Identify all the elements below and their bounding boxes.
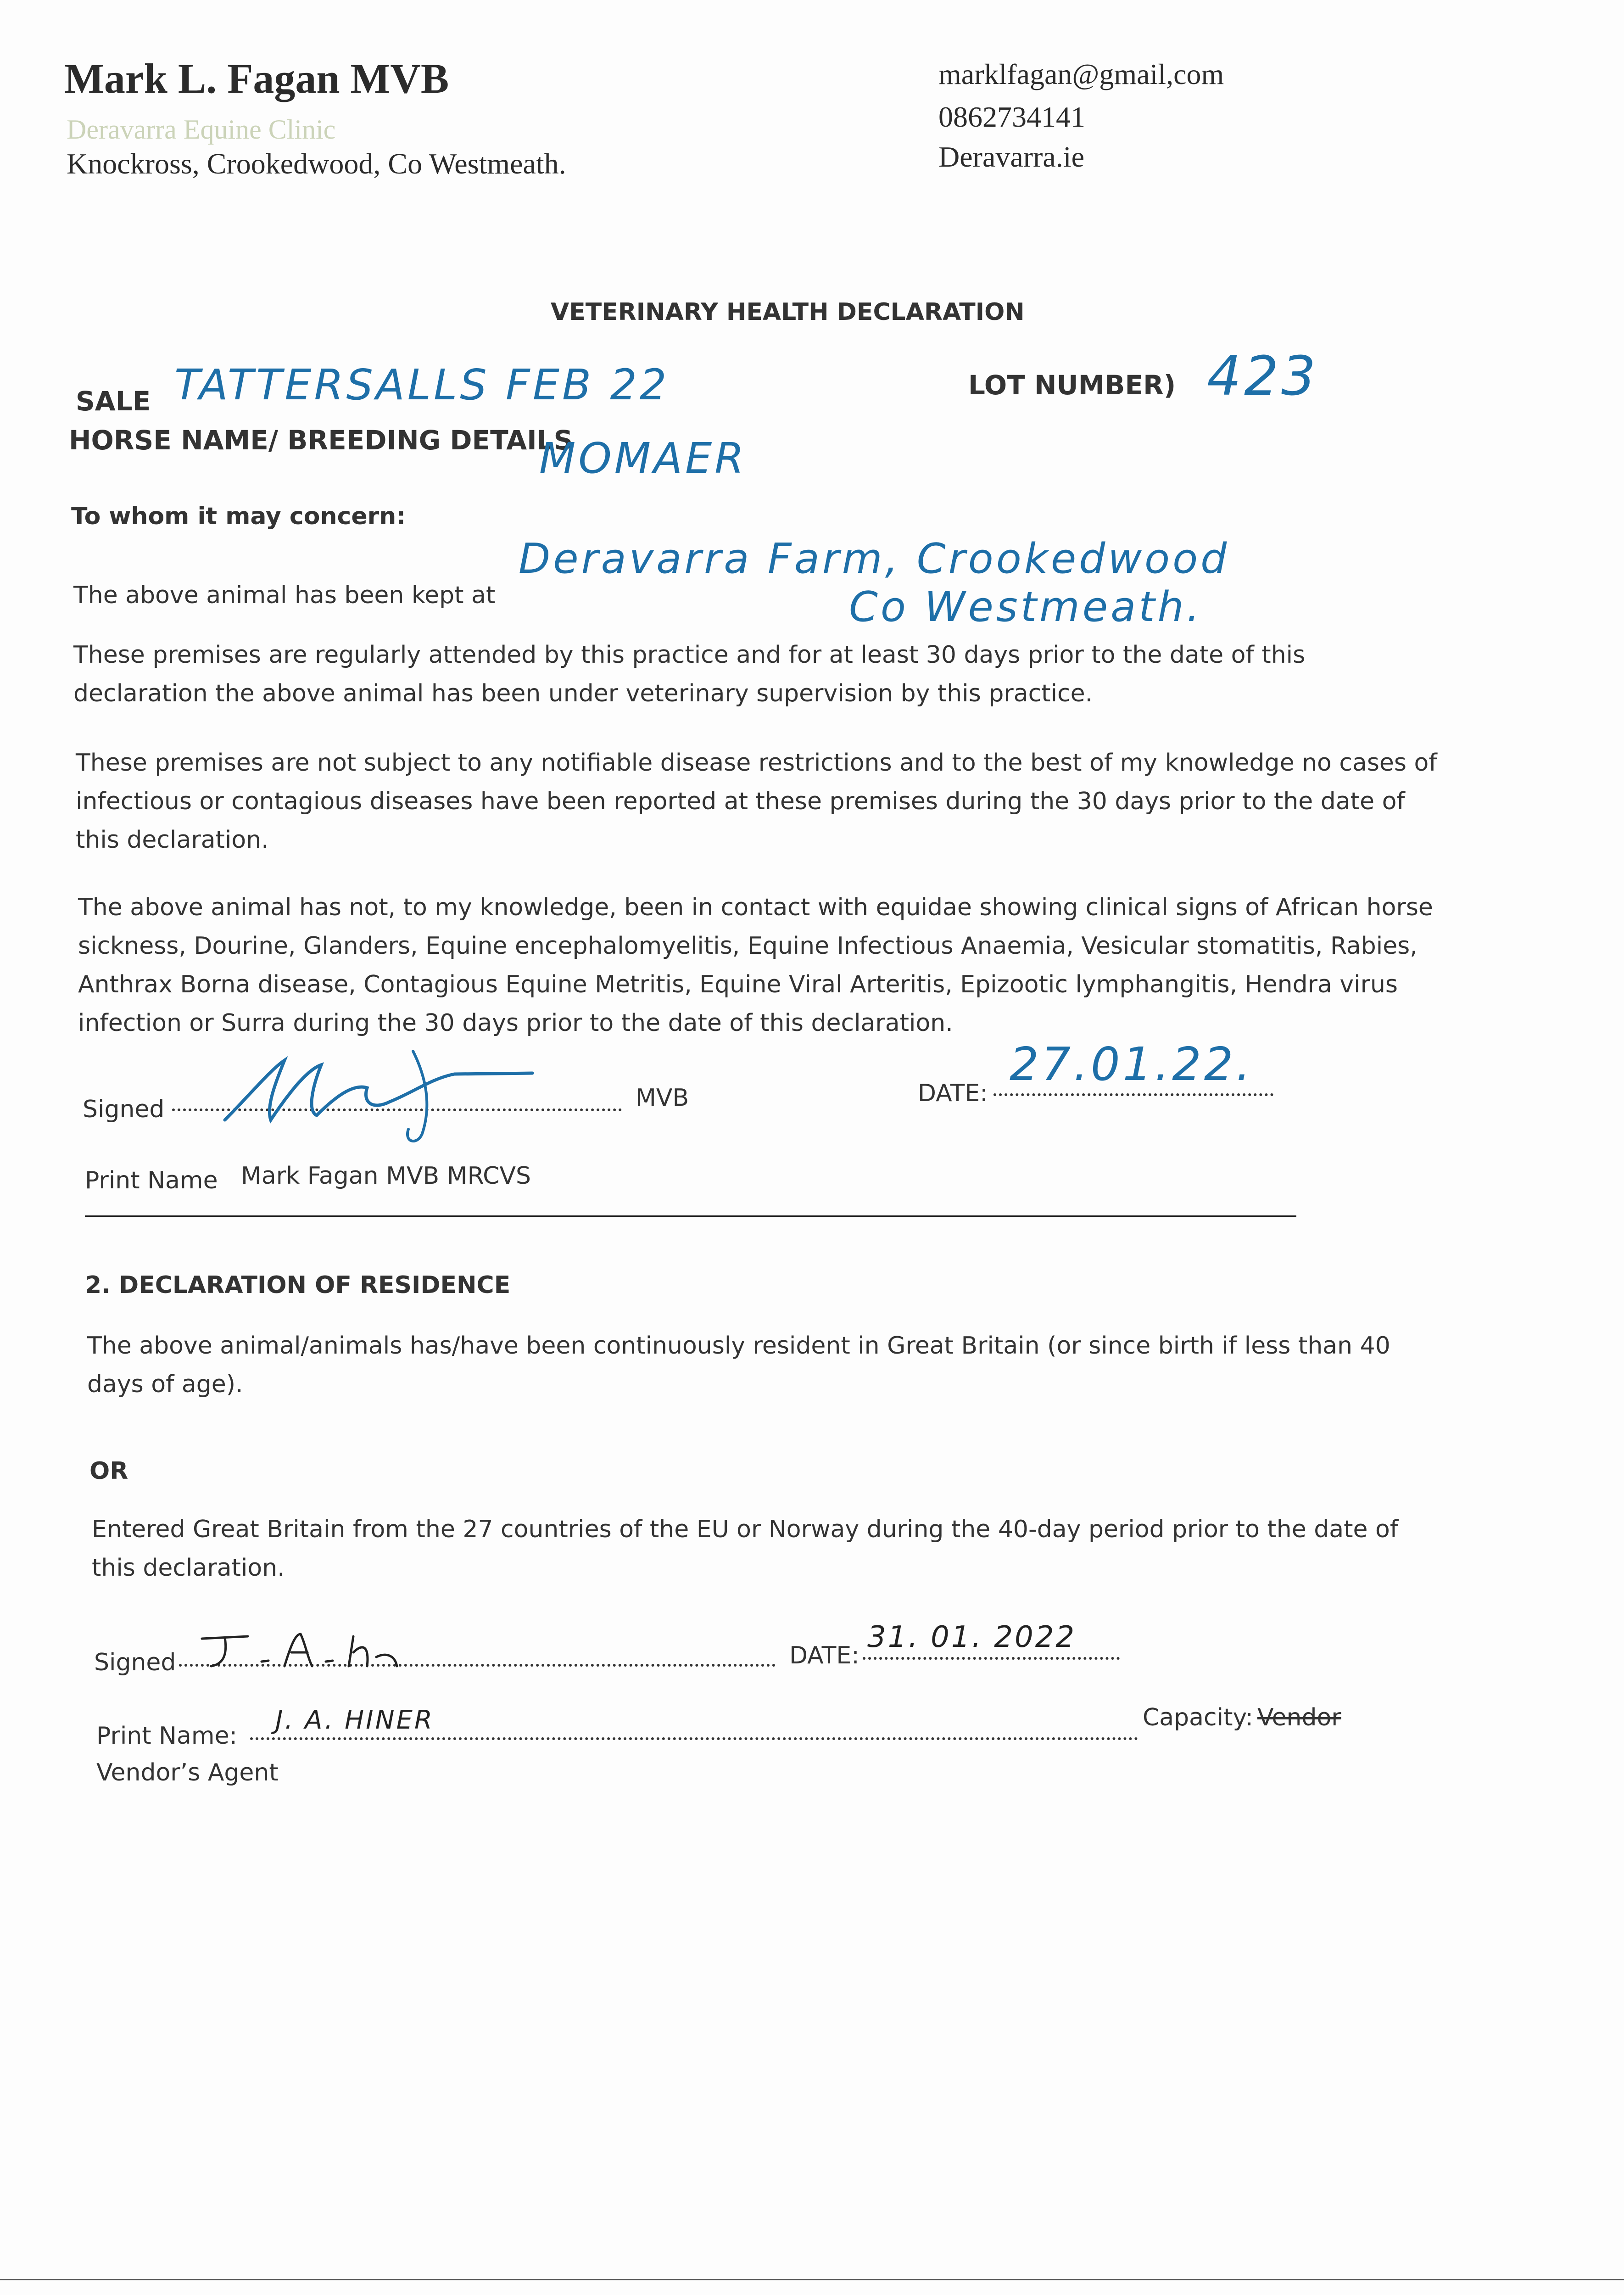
vet-suffix: MVB: [636, 1084, 689, 1112]
contact-phone: 0862734141: [938, 101, 1085, 133]
vet-date-label: DATE:: [918, 1080, 988, 1107]
vet-print-value: Mark Fagan MVB MRCVS: [241, 1162, 531, 1190]
sale-value: TATTERSALLS FEB 22: [174, 360, 670, 409]
sale-label: SALE: [76, 386, 151, 417]
capacity-value: Vendor’s Agent: [96, 1759, 279, 1786]
bottom-edge-line: [0, 2279, 1624, 2280]
document-title: VETERINARY HEALTH DECLARATION: [551, 298, 1025, 326]
section2-or: OR: [89, 1457, 128, 1485]
paragraph-supervision: These premises are regularly attended by this practice and for at least 30 days prior to the date of this declaration the above animal has been under veterinary supervision by this practice.: [73, 641, 1306, 707]
vet-signed-label: Signed: [83, 1096, 165, 1123]
section2-heading: 2. DECLARATION OF RESIDENCE: [85, 1271, 511, 1299]
paragraph-diseases: The above animal has not, to my knowledge, been in contact with equidae showing clinical signs of African horse sickness, Dourine, Glanders, Equine encephalomyelitis, Equine Infectious Anaemia, Vesicular stomatitis, Rabies, Anthrax Borna disease, Contagious Equine Metritis, Equine Viral Arteritis, Epizootic lymphangitis, Hendra virus infection or Surra during the 30 days prior to the date of this declaration.: [78, 894, 1433, 1037]
lot-label: LOT NUMBER): [968, 369, 1176, 401]
agent-print-line: [250, 1737, 1138, 1740]
agent-print-value: J. A. HINER: [275, 1705, 434, 1735]
agent-signature: [193, 1625, 404, 1678]
kept-at-label: The above animal has been kept at: [73, 582, 496, 609]
horse-label: HORSE NAME/ BREEDING DETAILS: [69, 425, 573, 456]
section-divider: [85, 1215, 1296, 1217]
agent-date-label: DATE:: [789, 1642, 859, 1669]
lot-value: 423: [1207, 344, 1319, 408]
section2-para1: The above animal/animals has/have been continuously resident in Great Britain (or since birth if less than 40 days of age).: [87, 1332, 1390, 1398]
capacity-label: Capacity:: [1143, 1704, 1253, 1731]
section2-para2: Entered Great Britain from the 27 countries of the EU or Norway during the 40-day period prior to the date of this declaration.: [92, 1516, 1399, 1582]
vet-date-line: [993, 1093, 1273, 1096]
vet-signature: [216, 1042, 537, 1150]
vet-date-value: 27.01.22.: [1010, 1037, 1254, 1091]
clinic-address: Knockross, Crookedwood, Co Westmeath.: [67, 147, 566, 180]
contact-website: Deravarra.ie: [938, 140, 1084, 173]
vet-print-label: Print Name: [85, 1167, 218, 1194]
vet-name: Mark L. Fagan MVB: [64, 55, 449, 102]
agent-signed-label: Signed: [94, 1649, 176, 1676]
clinic-name: Deravarra Equine Clinic: [67, 114, 336, 145]
paragraph-restrictions: These premises are not subject to any notifiable disease restrictions and to the best of my knowledge no cases of infectious or contagious diseases have been reported at these premises during the 30 days prior to the date of this declaration.: [76, 749, 1437, 854]
kept-at-value-line2: Co Westmeath.: [849, 583, 1203, 631]
agent-date-line: [863, 1657, 1120, 1660]
capacity-struck: Vendor: [1257, 1704, 1341, 1731]
kept-at-value-line1: Deravarra Farm, Crookedwood: [519, 535, 1230, 583]
salutation: To whom it may concern:: [71, 503, 406, 530]
agent-date-value: 31. 01. 2022: [867, 1620, 1077, 1654]
horse-value: MOMAER: [539, 434, 747, 483]
contact-email: marklfagan@gmail,com: [938, 58, 1224, 90]
agent-print-label: Print Name:: [96, 1722, 238, 1750]
